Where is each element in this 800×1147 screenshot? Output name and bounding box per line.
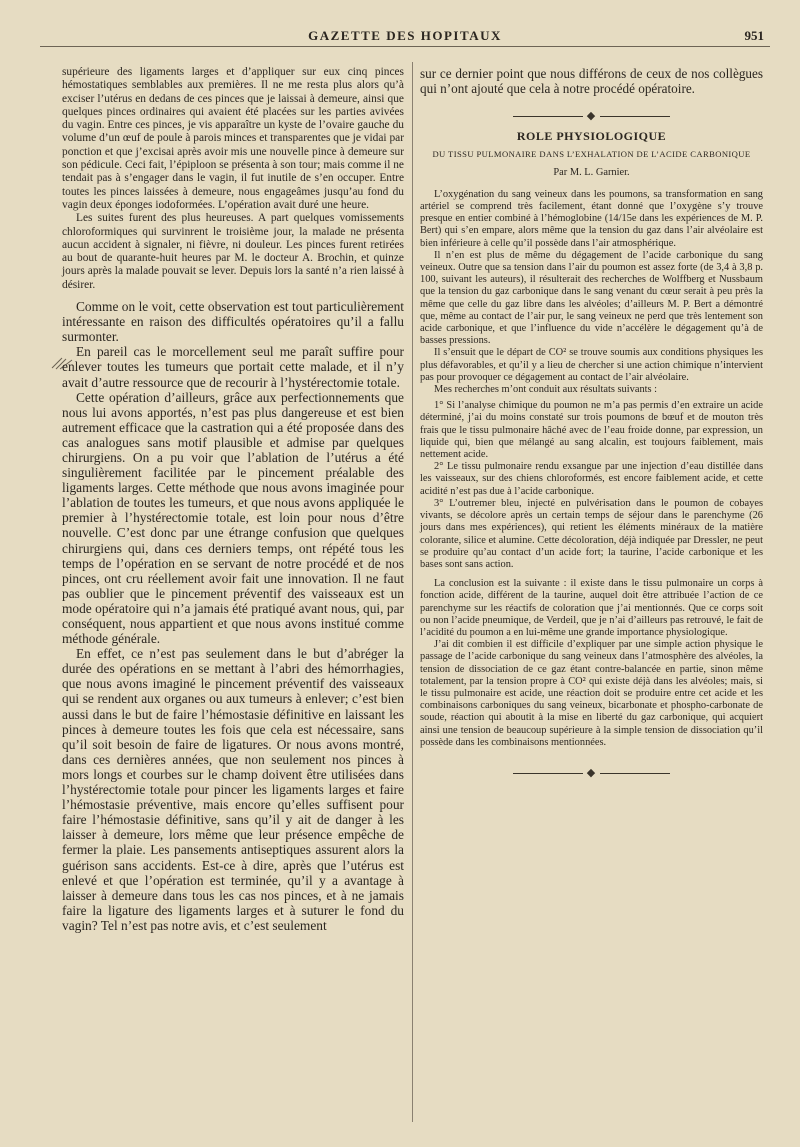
separator-ornament: ◆ (586, 766, 597, 779)
paragraph: 1° Si l’analyse chimique du poumon ne m’a pas permis d’en extraire un acide déterminé, j’ai du moins constaté sur trois poumons de bœuf et de mouton très frais que le tissu pulmonaire hâché avec de l’eau froide donne, par expression, un liquide qui, bien que mélangé au sang alcalin, est toujours faiblement, mais nettement acide. (420, 400, 763, 461)
left-column (62, 66, 404, 933)
paragraph: supérieure des ligaments larges et d’appliquer sur eux cinq pinces hémostatiques semblables aux premières. Il ne me resta plus alors qu’à exciser l’utérus en dedans de ces pinces que je laissai à demeure, ainsi que quelques pinces ordinaires qui avaient été placées sur les parties avivées du vagin. Entre ces pinces, je vis apparaître un kyste de l’ovaire gauche du volume d’un œuf de poule à parois minces et transparentes que je vidai par ponction et que j’excisai après avoir mis une nouvelle pince à demeure sur son pédicule. Ceci fait, l’épiploon se présenta à son tour; mais comme il ne tendait pas à s’engager dans le vagin, il fut inutile de s’en occuper. Entre toutes les pinces laissées à demeure, nous engageâmes jusqu’au fond du vagin deux éponges iodoformées. L’opération avait duré une heure. (62, 66, 404, 211)
page-number: 951 (744, 28, 764, 43)
paragraph: 2° Le tissu pulmonaire rendu exsangue par une injection d’eau distillée dans les vaisseaux, sur des chiens chloroformés, est encore faiblement acide, et cette acidité n’est pas due à l’acide carbonique. (420, 461, 763, 497)
paragraph: 3° L’outremer bleu, injecté en pulvérisation dans le poumon de cobayes vivants, se décolore après un certain temps de séjour dans le parenchyme (26 jours dans mes expériences), qui retient les éléments minéraux de la matière colorante, silice et alumine. Cette décoloration, déjà indiquée par Dressler, ne peut se produire qu’au contact d’un acide fort; la taurine, l’acide carbonique et les bases sont sans action. (420, 497, 763, 570)
separator (420, 110, 763, 122)
separator (420, 767, 763, 779)
paragraph: Comme on le voit, cette observation est tout particulièrement intéressante en raison des difficultés opératoires qu’il a fallu surmonter. (62, 299, 404, 345)
paragraph: Mes recherches m’ont conduit aux résultats suivants : (434, 384, 658, 396)
article-title: ROLE PHYSIOLOGIQUE (516, 129, 667, 144)
page-header (40, 26, 770, 47)
article-author: Par M. L. Garnier. (553, 166, 630, 178)
paragraph: Les suites furent des plus heureuses. A part quelques vomissements chloroformiques qui survinrent le troisième jour, la malade ne présenta aucun accident à signaler, ni fièvre, ni douleur. Les pinces furent retirées au bout de quarante-huit heures par M. le docteur A. Brochin, et quinze jours après la malade pouvait se lever. Depuis lors la santé n’a rien laissé à désirer. (62, 212, 404, 291)
paragraph: Il s’ensuit que le départ de CO² se trouve soumis aux conditions physiques les plus défavorables, et qu’il y a lieu de chercher si une action chimique n’intervient pas pour provoquer ce dégagement au contact de l’air alvéolaire. (420, 347, 763, 383)
paragraph: L’oxygénation du sang veineux dans les poumons, sa transformation en sang artériel se comprend très facilement, étant donné que l’oxygène s’y trouve presque en entier combiné à l’hémoglobine (14/15e dans les expériences de M. P. Bert) qui s’en empare, alors même que la tension du gaz dans l’air alvéolaire est bien inférieure à celle qu’il possède dans l’air atmosphérique. (420, 188, 763, 249)
paragraph: J’ai dit combien il est difficile d’expliquer par une simple action physique le passage de l’acide carbonique du sang veineux dans l’atmosphère des alvéoles, la tension de dissociation de ce gaz étant contre-balancée en partie, sinon même totalement, par la tension propre à CO² qui existe déjà dans les alvéoles; mais, si le tissu pulmonaire est acide, une réaction doit se produire entre cet acide et les combinaisons carboniques du sang veineux, bicarbonate et phospho-carbonate de soude, réaction qui aboutit à la mise en liberté du gaz carbonique, qui acquiert ainsi une tension de beaucoup supérieure à la simple tension de dissociation qu’il possède dans les combinaisons mentionnées. (420, 639, 763, 748)
paragraph: Il n’en est plus de même du dégagement de l’acide carbonique du sang veineux. Outre que sa tension dans l’air du poumon est assez forte (de 3,4 à 3,8 p. 100, suivant les auteurs), il résulterait des recherches de Wolffberg et Nussbaum que la tension du gaz carbonique dans le sang venant du cœur serait à peu près la même que celle du gaz libre dans les alvéoles; d’ailleurs M. P. Bert a démontré que, même au contact de l’air pur, le sang veineux ne perd que très lentement son acide carbonique, et que l’influence du vide n’accélère le dégagement qu’à de basses pressions. (420, 249, 763, 347)
right-column (420, 66, 763, 783)
journal-title: GAZETTE DES HOPITAUX (308, 28, 502, 43)
column-divider (412, 62, 413, 1122)
paragraph: sur ce dernier point que nous différons de ceux de nos collègues qui n’ont ajouté que cela à notre procédé opératoire. (420, 66, 763, 96)
paragraph: Cette opération d’ailleurs, grâce aux perfectionnements que nous lui avons apportés, n’est pas plus dangereuse et est bien autrement efficace que la castration qui a été proposée dans des cas analogues sans motif plausible et admise par quelques chirurgiens. On a pu voir que l’ablation de l’utérus a été singulièrement facilitée par le pincement préalable des ligaments larges. Cette méthode que nous avons imaginée pour l’ablation de toutes les tumeurs, et que nous avons appliquée le premier à l’hystérectomie totale, est loin pour nous d’être nouvelle. C’est donc par une étrange confusion que quelques chirurgiens qui, dans ces derniers temps, ont répété tous les temps de l’opération en se servant de notre procédé et de nos pinces, ont cru réellement avoir fait une innovation. Il ne faut pas oublier que le pincement préventif des vaisseaux est un mode opératoire qui n’a jamais été pratiqué avant nous, qui, par conséquent, nous appartient et que nous avons institué comme méthode générale. (62, 389, 404, 647)
separator-ornament: ◆ (586, 110, 597, 122)
paragraph: En pareil cas le morcellement seul me paraît suffire pour enlever toutes les tumeurs que portait cette malade, et il n’y avait d’autre ressource que de recourir à l’hystérectomie totale. (62, 344, 404, 390)
article-subtitle: DU TISSU PULMONAIRE DANS L’EXHALATION DE L’ACIDE CARBONIQUE (432, 149, 751, 160)
paragraph: En effet, ce n’est pas seulement dans le but d’abréger la durée des opérations en se mettant à l’abri des hémorrhagies, que nous avons imaginé le pincement préventif des vaisseaux qui se rendent aux organes ou aux tumeurs à enlever; c’est bien aussi dans le but de faire l’hémostasie définitive en laissant les pinces à demeure toutes les fois que cela est nécessaire, sans qu’il soit besoin de faire de ligatures. Or nous avons montré, dans ces dernières années, que non seulement nos pinces à mors longs et courbes sur le champ doivent être utilisées dans l’hystérectomie totale pour pincer les ligaments larges et faire l’hémostasie préventive, mais encore qu’elles suffisent pour faire l’hémostasie définitive, sans qu’il y ait de danger à les laisser à demeure, lors même que leur présence empêche de fermer la plaie. Les pansements antiseptiques assurent alors la guérison sans accidents. Est-ce à dire, après que l’utérus est enlevé et que l’opération est terminée, qu’il y a avantage à laisser à demeure dans tous les cas nos pinces, et à ne jamais faire la ligature des ligaments larges et à suturer le fond du vagin? Tel n’est pas notre avis, et c’est seulement (62, 646, 404, 933)
paragraph: La conclusion est la suivante : il existe dans le tissu pulmonaire un corps à fonction acide, différent de la taurine, auquel doit être attribuée l’action de ce parenchyme sur les réactifs de coloration que j’ai mentionnés. Que ce corps soit ou non l’acide pneumique, de Verdeil, que je n’ai d’ailleurs pas retrouvé, le fait de l’acidité du poumon a en lui-même une grande importance physiologique. (420, 578, 763, 638)
